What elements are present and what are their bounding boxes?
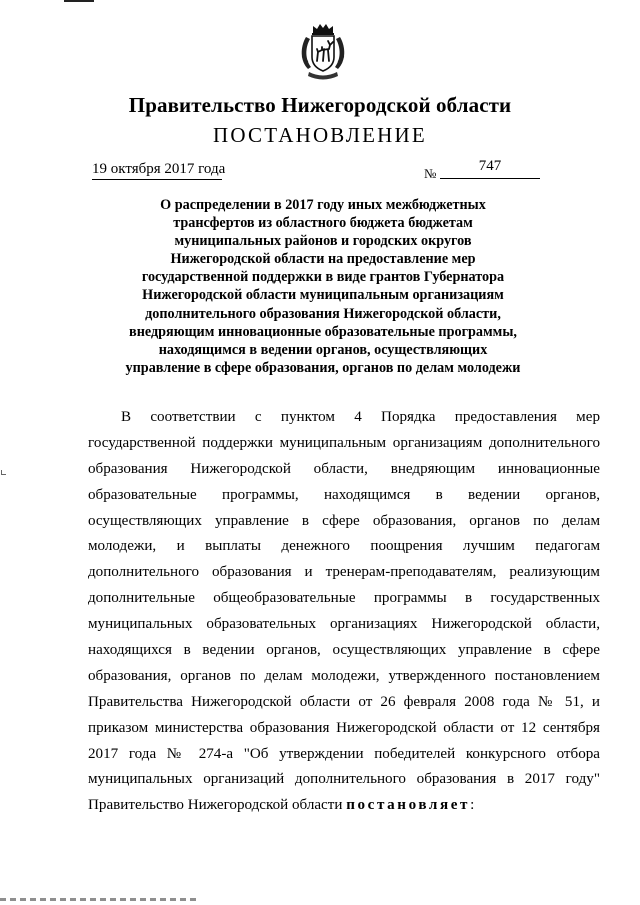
subject-line: трансфертов из областного бюджета бюджетам <box>173 215 473 232</box>
subject-line: управление в сфере образования, органов по делам молодежи <box>125 359 521 376</box>
body-line: дополнительные общеобразовательные программы в государственных <box>88 590 600 607</box>
body-line: образовательные программы, находящимся в ведении органов, <box>88 486 600 503</box>
government-title: Правительство Нижегородской области <box>128 93 512 117</box>
document-subject <box>110 196 536 377</box>
body-line: образования, органов по делам молодежи, утвержденного постановлением <box>88 667 600 684</box>
coat-of-arms-icon <box>298 21 348 83</box>
body-line: муниципальных организаций дополнительного образования в 2017 году" <box>88 771 600 788</box>
body-line: 2017 года № 274-а "Об утверждении победителей конкурсного отбора <box>88 745 600 762</box>
subject-line: О распределении в 2017 году иных межбюджетных <box>160 197 486 213</box>
number-underline <box>440 178 540 179</box>
body-line: государственной поддержки муниципальным организациям дополнительного <box>88 434 600 451</box>
scan-mark-bottom <box>0 898 200 901</box>
document-number: 747 <box>478 158 502 174</box>
date-underline <box>92 179 222 180</box>
resolution-verb: постановляет <box>346 797 471 814</box>
resolution-suffix: : <box>470 797 475 814</box>
body-line: В соответствии с пунктом 4 Порядка предоставления мер <box>121 409 600 425</box>
subject-line: находящимся в ведении органов, осуществляющих <box>158 341 488 358</box>
body-line: молодежи, и выплаты денежного поощрения лучшим педагогам <box>88 538 600 555</box>
subject-line: внедряющим инновационные образовательные программы, <box>129 323 517 340</box>
body-line: образования Нижегородской области, внедряющим инновационные <box>88 460 600 477</box>
scan-mark-top <box>64 0 94 2</box>
subject-line: муниципальных районов и городских округов <box>174 233 472 250</box>
body-line: муниципальных образовательных организациях Нижегородской области, <box>88 616 600 633</box>
body-line: находящихся в ведении органов, осуществляющих управление в сфере <box>88 642 600 659</box>
body-paragraph <box>88 405 600 819</box>
body-line: приказом министерства образования Нижегородской области от 12 сентября <box>88 719 600 736</box>
resolution-prefix: Правительство Нижегородской области <box>88 797 347 814</box>
document-date: 19 октября 2017 года <box>92 161 226 177</box>
subject-line: государственной поддержки в виде грантов Губернатора <box>141 269 505 286</box>
scan-mark-margin <box>1 470 6 475</box>
body-line: осуществляющих управление в сфере образования, органов по делам <box>88 512 600 529</box>
document-type-title: ПОСТАНОВЛЕНИЕ <box>213 123 427 147</box>
subject-line: Нижегородской области муниципальным организациям <box>142 287 504 304</box>
number-sign: № <box>424 166 437 181</box>
subject-line: Нижегородской области на предоставление мер <box>170 251 476 268</box>
body-line: дополнительного образования и тренерам-преподавателям, реализующим <box>88 564 600 581</box>
resolution-line <box>88 793 600 819</box>
subject-line: дополнительного образования Нижегородской области, <box>145 305 501 322</box>
body-line: Правительства Нижегородской области от 26 февраля 2008 года № 51, и <box>88 693 600 710</box>
